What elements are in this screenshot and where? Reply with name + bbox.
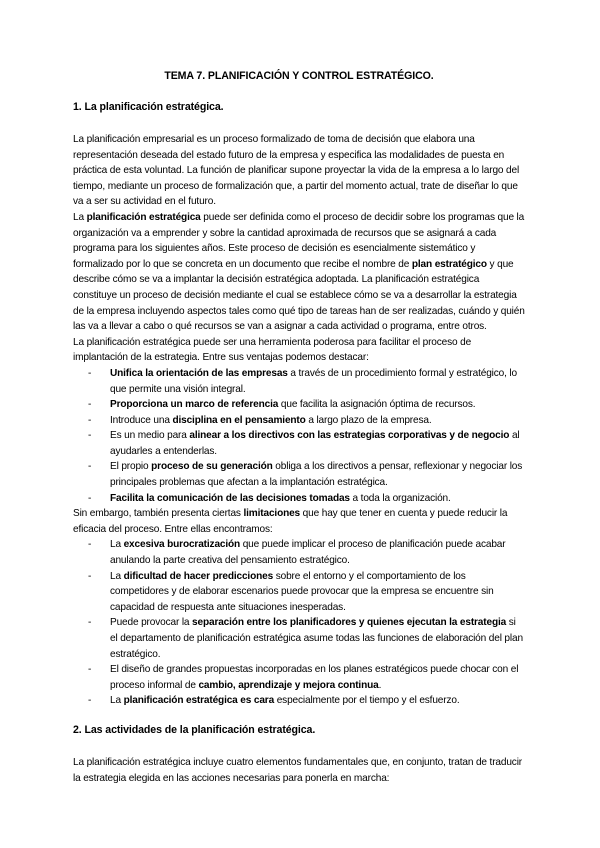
limitations-list — [73, 537, 525, 709]
dash-bullet: - — [88, 570, 92, 582]
dash-bullet: - — [88, 414, 92, 426]
document-title: TEMA 7. PLANIFICACIÓN Y CONTROL ESTRATÉGICO. — [164, 70, 434, 82]
list-item: - Es un medio para alinear a los directivos con las estrategias corporativas y de negocio al ayudarles a entenderlas. — [88, 430, 520, 457]
list-item: - La dificultad de hacer predicciones sobre el entorno y el comportamiento de los competidores y de elaborar escenarios puede provocar que la empresa se encuentre sin capacidad de respuesta ante situaciones inesperadas. — [88, 570, 494, 613]
list-item: - La planificación estratégica es cara especialmente por el tiempo y el esfuerzo. — [110, 693, 525, 709]
paragraph-intro: La planificación empresarial es un proceso formalizado de toma de decisión que elabora una representación deseada del estado futuro de la empresa y especifica las modalidades de puesta en práctica de esta voluntad. La función de planificar supone proyectar la vida de la empresa a lo largo del tiempo, mediante un proceso de formalización que, a partir del momento actual, trate de diseñar lo que va a ser su actividad en el futuro. — [73, 134, 520, 208]
dash-bullet: - — [88, 539, 92, 551]
term-planificacion-estrategica: planificación estratégica — [86, 211, 201, 223]
section-1-heading: 1. La planificación estratégica. — [73, 101, 224, 113]
list-item: - Puede provocar la separación entre los planificadores y quienes ejecutan la estrategia si el departamento de planificación estratégica asume todas las funciones de elaboración del plan estratégico. — [88, 617, 523, 660]
dash-bullet: - — [88, 430, 92, 442]
paragraph-limitations-intro: Sin embargo, también presenta ciertas limitaciones que hay que tener en cuenta y puede reducir la eficacia del proceso. Entre ellas encontramos: — [73, 508, 508, 535]
list-item: - El diseño de grandes propuestas incorporadas en los planes estratégicos puede chocar con el proceso informal de cambio, aprendizaje y mejora continua. — [88, 664, 519, 691]
list-item: - Introduce una disciplina en el pensamiento a largo plazo de la empresa. — [110, 413, 525, 429]
term-plan-estrategico: plan estratégico — [411, 258, 487, 270]
dash-bullet: - — [88, 695, 92, 707]
paragraph-activities-intro: La planificación estratégica incluye cuatro elementos fundamentales que, en conjunto, tratan de traducir la estrategia elegida en las acciones necesarias para ponerla en marcha: — [73, 756, 522, 784]
list-item: - Unifica la orientación de las empresas a través de un procedimiento formal y estratégico, lo que permite una visión integral. — [88, 367, 517, 395]
dash-bullet: - — [88, 399, 92, 411]
advantages-list — [73, 366, 525, 506]
document-page — [73, 70, 525, 786]
paragraph-advantages-intro: La planificación estratégica puede ser una herramienta poderosa para facilitar el proceso de implantación de la estrategia. Entre sus ventajas podemos destacar: — [73, 336, 472, 364]
list-item: - Proporciona un marco de referencia que facilita la asignación óptima de recursos. — [110, 397, 525, 413]
list-item: - La excesiva burocratización que puede implicar el proceso de planificación puede acabar anulando la parte creativa del pensamiento estratégico. — [88, 539, 506, 567]
dash-bullet: - — [88, 664, 92, 676]
section-2-heading: 2. Las actividades de la planificación estratégica. — [73, 723, 316, 736]
dash-bullet: - — [88, 492, 92, 504]
list-item: - El propio proceso de su generación obliga a los directivos a pensar, reflexionar y negociar los principales problemas que afectan a la implantación estratégica. — [88, 461, 523, 489]
term-limitaciones: limitaciones — [243, 508, 301, 520]
list-item: - Facilita la comunicación de las decisiones tomadas a toda la organización. — [110, 491, 525, 507]
dash-bullet: - — [88, 461, 92, 473]
paragraph-definition: La planificación estratégica puede ser definida como el proceso de decidir sobre los programas que la organización va a emprender y sobre la cantidad aproximada de recursos que se asignará a cada programa para los siguientes años. Este proceso de decisión es esencialmente sistemático y formalizado por lo que se concreta en un documento que recibe el nombre de plan estratégico y que describe cómo se va a implantar la decisión estratégica adoptada. La planificación estratégica constituye un proceso de decisión mediante el cual se establece cómo se va a desarrollar la estrategia de la empresa incluyendo aspectos tales como qué tipo de tareas han de ser realizadas, cuándo y quién las va a llevar a cabo o qué recursos se van a asignar a cada actividad o programa, entre otros. — [73, 211, 525, 333]
dash-bullet: - — [88, 617, 92, 629]
dash-bullet: - — [88, 367, 92, 379]
